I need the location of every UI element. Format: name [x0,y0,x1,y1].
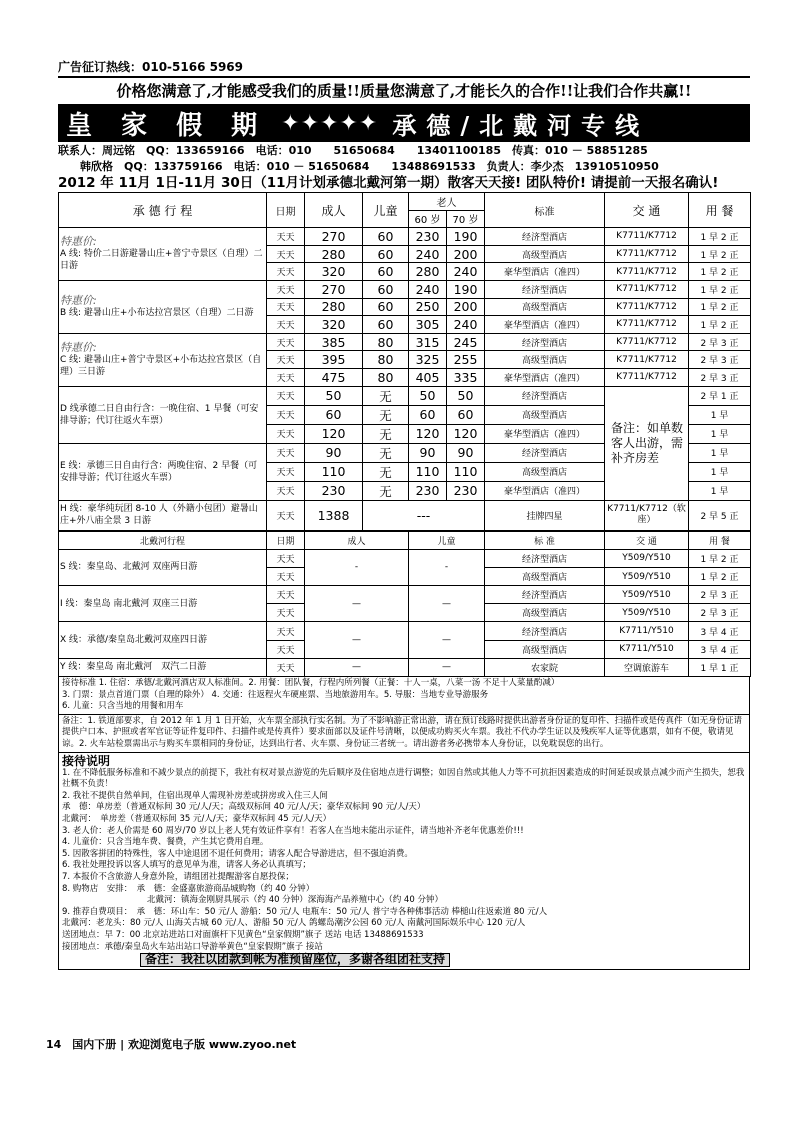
cell-child-price: 无 [363,481,409,500]
cell-hotel: 农家院 [485,658,605,676]
notice-8: 6. 我社处理投诉以客人填写的意见单为准，请客人务必认真填写； [62,860,311,871]
cell-adult-price: 50 [305,386,363,405]
cell-child-price: 无 [363,405,409,424]
bdh-header-child: 儿童 [409,531,485,549]
route-text: B 线: 避暑山庄+小布达拉宫景区（自理）二日游 [60,307,254,318]
table-row [59,658,751,676]
cell-child-price: 无 [363,443,409,462]
cell-adult-price: 320 [305,316,363,334]
cell-senior60-price: 120 [409,424,447,443]
cell-meal: 2 早 3 正 [689,368,751,386]
cell-date: 天天 [267,424,305,443]
bdh-header-traffic: 交 通 [605,531,689,549]
cell-senior70-price: 120 [447,424,485,443]
bdh-header-meal: 用 餐 [689,531,751,549]
cell-child-price: 无 [363,386,409,405]
special-price-stamp: 特惠价: [60,235,97,249]
cell-date: 天天 [267,658,305,676]
cell-traffic: Y509/Y510 [605,567,689,585]
cell-date: 天天 [267,245,305,263]
notice-9: 7. 本报价不含旅游人身意外险，请组团社提醒游客自愿投保； [62,871,294,882]
cell-senior60-price: 60 [409,405,447,424]
route-description [59,386,267,443]
cell-senior60-price: 240 [409,245,447,263]
cell-senior70-price: 110 [447,462,485,481]
route-description: H 线：豪华纯玩团 8-10 人（外籍小包团）避暑山庄+外八庙全景 3 日游 [59,500,267,530]
notice-6: 4. 儿童价：只含当地车费、餐费，产生其它费用自理。 [62,837,269,848]
cell-meal: 1 早 2 正 [689,316,751,334]
cell-child-price: 无 [363,462,409,481]
cell-meal: 3 早 4 正 [689,640,751,658]
cell-meal: 2 早 3 正 [689,333,751,351]
cell-senior70-price: 200 [447,298,485,316]
cell-child-price: — [409,622,485,658]
cell-meal: 1 早 [689,462,751,481]
cell-adult-price: 395 [305,351,363,369]
cell-date: 天天 [267,316,305,334]
route-text: A 线: 特价二日游避暑山庄+普宁寺景区（自理）二日游 [60,249,263,272]
cell-hotel: 经济型酒店 [485,280,605,298]
cell-traffic: K7711/K7712 [605,298,689,316]
cell-adult-price: 60 [305,405,363,424]
cell-senior60-price: 110 [409,462,447,481]
table-row [59,280,751,298]
cell-hotel: 高级型酒店 [485,604,605,622]
cell-adult-price: — [305,658,409,676]
route-text: E 线：承德三日自由行含：两晚住宿、2 早餐（可安排导游；代订往返火车票） [60,460,258,483]
cell-dash: --- [363,500,485,530]
cell-hotel: 高级型酒店 [485,462,605,481]
table-row [59,228,751,246]
final-remark: 备注：我社以团款到帐为准预留座位，多谢各组团社支持 [140,953,450,967]
cell-senior60-price: 405 [409,368,447,386]
cell-traffic: K7711/K7712 [605,263,689,281]
cell-senior70-price: 190 [447,228,485,246]
cell-child-price: — [409,658,485,676]
table-row [59,333,751,351]
cell-senior70-price: 90 [447,443,485,462]
cell-child-price: 60 [363,298,409,316]
cell-meal: 1 早 2 正 [689,567,751,585]
cell-adult-price: 270 [305,228,363,246]
cell-senior60-price: 250 [409,298,447,316]
special-price-stamp: 特惠价: [60,340,97,354]
cell-senior70-price: 255 [447,351,485,369]
table-row [59,622,751,640]
cell-date: 天天 [267,500,305,530]
cell-hotel: 高级型酒店 [485,351,605,369]
cell-date: 天天 [267,386,305,405]
cell-meal: 1 早 2 正 [689,228,751,246]
notice-section [58,753,750,970]
cell-child-price: 60 [363,316,409,334]
cell-date: 天天 [267,368,305,386]
header-senior-70: 70 岁 [447,210,485,228]
date-banner: 2012 年 11月 1日-11月 30日（11月计划承德北戴河第一期）散客天天接! 团队特价! 请提前一天报名确认! [58,175,719,191]
cell-adult-price: — [305,622,409,658]
cell-traffic: 空调旅游车 [605,658,689,676]
page [58,58,750,970]
cell-date: 天天 [267,481,305,500]
header-route: 承 德 行 程 [59,193,267,228]
header-child: 儿童 [363,193,409,228]
cell-traffic: Y509/Y510 [605,586,689,604]
notice-12: 9. 推荐自费项目： 承 德：环山车：50 元/人 游船：50 元/人 电瓶车：50 元/人 普宁寺各种佛事活动 棒槌山往返索道 80 元/人 [62,906,548,917]
cell-meal: 1 早 [689,443,751,462]
cell-hotel: 豪华型酒店（准四） [485,316,605,334]
cell-adult-price: 1388 [305,500,363,530]
cell-adult-price: 120 [305,424,363,443]
cell-adult-price: - [305,549,409,585]
cell-date: 天天 [267,228,305,246]
cell-adult-price: 320 [305,263,363,281]
header-meal: 用 餐 [689,193,751,228]
cell-traffic: K7711/K7712 [605,228,689,246]
standard-line-3: 6. 儿童：只含当地的用餐和用车 [62,701,184,712]
notice-10: 8. 购物店 安排： 承 德：金盛嘉旅游商品城购物（约 40 分钟） [62,883,315,894]
cell-senior60-price: 280 [409,263,447,281]
bdh-header-route: 北戴河行程 [59,531,267,549]
cell-child-price: 60 [363,228,409,246]
contact-line-1: 联系人：周远铭 QQ：133659166 电话：010 51650684 13401100185 传真：010 － 58851285 [58,144,648,157]
route-description [59,443,267,500]
cell-senior70-price: 230 [447,481,485,500]
ad-hotline: 广告征订热线：010-5166 5969 [58,60,244,74]
cell-date: 天天 [267,351,305,369]
cell-senior60-price: 50 [409,386,447,405]
bdh-header-adult: 成人 [305,531,409,549]
special-price-stamp: 特惠价: [60,293,97,307]
cell-date: 天天 [267,604,305,622]
cell-meal: 2 早 3 正 [689,351,751,369]
cell-meal: 1 早 2 正 [689,549,751,567]
chengde-table [58,192,751,531]
cell-senior70-price: 60 [447,405,485,424]
cell-meal: 2 早 5 正 [689,500,751,530]
cell-meal: 1 早 2 正 [689,298,751,316]
cell-adult-price: 230 [305,481,363,500]
cell-senior60-price: 305 [409,316,447,334]
cell-senior70-price: 335 [447,368,485,386]
cell-date: 天天 [267,280,305,298]
bdh-header-date: 日期 [267,531,305,549]
cell-senior60-price: 325 [409,351,447,369]
bdh-header-standard: 标 准 [485,531,605,549]
cell-hotel: 高级型酒店 [485,298,605,316]
cell-date: 天天 [267,263,305,281]
remark-section [58,715,750,753]
notice-5: 3. 老人价：老人价需是 60 周岁/70 岁以上老人凭有效证件享有！若客人在当地未能出示证件，请当地补齐老年优惠差价!!! [62,825,524,836]
cell-hotel: 豪华型酒店（准四） [485,368,605,386]
cell-adult-price: 90 [305,443,363,462]
note-cell: 备注：如单数客人出游，需补齐房差 [605,386,689,500]
header-senior: 老人 [409,193,485,211]
cell-hotel: 豪华型酒店（准四） [485,481,605,500]
cell-hotel: 豪华型酒店（准四） [485,424,605,443]
cell-date: 天天 [267,640,305,658]
table-row [59,500,751,530]
cell-traffic: K7711/Y510 [605,622,689,640]
cell-traffic: Y509/Y510 [605,549,689,567]
brand-name: 皇 家 假 期 [66,110,268,141]
cell-child-price: 60 [363,280,409,298]
cell-hotel: 高级型酒店 [485,245,605,263]
cell-hotel: 经济型酒店 [485,443,605,462]
cell-child-price: — [409,586,485,622]
header-senior-60: 60 岁 [409,210,447,228]
cell-hotel: 经济型酒店 [485,622,605,640]
notice-14: 送团地点：早 7：00 北京站进站口对面旗杆下见黄色“皇家假期”旗子 送站 电话 13488691533 [62,929,424,940]
cell-meal: 1 早 2 正 [689,263,751,281]
cell-senior60-price: 90 [409,443,447,462]
cell-child-price: 80 [363,368,409,386]
header-adult: 成人 [305,193,363,228]
cell-date: 天天 [267,333,305,351]
cell-meal: 2 早 3 正 [689,604,751,622]
cell-adult-price: 385 [305,333,363,351]
cell-hotel: 经济型酒店 [485,586,605,604]
route-description [59,333,267,386]
cell-date: 天天 [267,443,305,462]
route-description: Y 线：秦皇岛 南北戴河 双汽二日游 [59,658,267,676]
cell-meal: 1 早 [689,424,751,443]
header-standard: 标准 [485,193,605,228]
cell-date: 天天 [267,462,305,481]
cell-date: 天天 [267,405,305,424]
notice-title: 接待说明 [62,753,111,768]
info-section [58,677,750,715]
cell-hotel: 经济型酒店 [485,386,605,405]
cell-hotel: 豪华型酒店（准四） [485,263,605,281]
cell-meal: 1 早 1 正 [689,658,751,676]
cell-senior70-price: 50 [447,386,485,405]
cell-senior60-price: 230 [409,481,447,500]
route-text: D 线承德二日自由行含：一晚住宿、1 早餐（可安排导游；代订往返火车票） [60,403,259,426]
cell-child-price: 60 [363,245,409,263]
cell-traffic: K7711/K7712 [605,333,689,351]
cell-child-price: 80 [363,333,409,351]
route-description: X 线：承德/秦皇岛北戴河双座四日游 [59,622,267,658]
route-title: 承德/北戴河专线 [392,110,650,140]
cell-hotel: 高级型酒店 [485,405,605,424]
page-footer: 14 国内下册 | 欢迎浏览电子版 www.zyoo.net [46,1038,297,1051]
table-row [59,386,751,405]
cell-meal: 1 早 2 正 [689,245,751,263]
notice-4: 北戴河： 单房差（普通双标间 35 元/人/天；豪华双标间 45 元/人/天） [62,813,332,824]
cell-hotel: 高级型酒店 [485,640,605,658]
cell-traffic: K7711/K7712 [605,280,689,298]
beidaihe-table [58,531,751,678]
standard-line-2: 3. 门票：景点首道门票（自理的除外） 4. 交通：往返程火车硬座票、当地旅游用车。5. 导服：当地专业导游服务 [62,689,489,700]
cell-hotel: 经济型酒店 [485,333,605,351]
cell-meal: 1 早 2 正 [689,280,751,298]
cell-child-price: - [409,549,485,585]
cell-senior70-price: 240 [447,263,485,281]
cell-traffic: K7711/K7712（软座） [605,500,689,530]
cell-hotel: 经济型酒店 [485,549,605,567]
cell-adult-price: 270 [305,280,363,298]
star-icon: ✦✦✦✦✦ [281,110,379,136]
notice-11: 北戴河：镇海金刚厨具展示（约 40 分钟）深海海产品养殖中心（约 40 分钟） [62,895,443,906]
cell-child-price: 无 [363,424,409,443]
cell-date: 天天 [267,549,305,567]
cell-senior70-price: 200 [447,245,485,263]
contact-line-2: 韩欣格 QQ：133759166 电话：010 － 51650684 13488691533 负责人：李少杰 13910510950 [58,160,659,173]
cell-meal: 1 早 [689,481,751,500]
cell-child-price: 80 [363,351,409,369]
cell-senior70-price: 245 [447,333,485,351]
notice-15: 接团地点：承德/秦皇岛火车站出站口导游举黄色“皇家假期”旗子 接站 [62,941,323,952]
cell-meal: 2 早 1 正 [689,386,751,405]
cell-traffic: K7711/K7712 [605,245,689,263]
cell-date: 天天 [267,586,305,604]
cell-adult-price: 280 [305,298,363,316]
notice-3: 承 德：单房差（普通双标间 30 元/人/天；高级双标间 40 元/人/天；豪华双标间 90 元/人/天） [62,802,426,813]
cell-traffic: Y509/Y510 [605,604,689,622]
cell-date: 天天 [267,567,305,585]
cell-traffic: K7711/K7712 [605,368,689,386]
cell-meal: 2 早 3 正 [689,586,751,604]
notice-1: 1. 在不降低服务标准和不减少景点的前提下，我社有权对景点游览的先后顺序及住宿地点进行调整；如因自然或其他人力等不可抗拒因素造成的时间延误或景点减少而产生损失，恕我社概不负责！ [62,767,745,790]
cell-hotel: 挂牌四星 [485,500,605,530]
cell-adult-price: 110 [305,462,363,481]
cell-senior60-price: 240 [409,280,447,298]
header-date: 日期 [267,193,305,228]
header-traffic: 交 通 [605,193,689,228]
cell-traffic: K7711/Y510 [605,640,689,658]
cell-hotel: 高级型酒店 [485,567,605,585]
cell-date: 天天 [267,622,305,640]
slogan: 价格您满意了,才能感受我们的质量!!质量您满意了,才能长久的合作!!让我们合作共赢!! [116,82,692,100]
cell-senior70-price: 240 [447,316,485,334]
route-text: C 线: 避暑山庄+普宁寺景区+小布达拉宫景区（自理）三日游 [60,354,262,377]
notice-2: 2. 我社不提供自然单间，住宿出现单人需现补房差或拼房或入住三人间 [62,790,328,801]
cell-meal: 1 早 [689,405,751,424]
cell-adult-price: 475 [305,368,363,386]
cell-child-price: 60 [363,263,409,281]
cell-meal: 3 早 4 正 [689,622,751,640]
route-description [59,228,267,281]
cell-traffic: K7711/K7712 [605,316,689,334]
table-row [59,549,751,567]
brand-banner [58,104,750,142]
cell-hotel: 经济型酒店 [485,228,605,246]
route-description: I 线：秦皇岛 南北戴河 双座三日游 [59,586,267,622]
table-row [59,586,751,604]
cell-date: 天天 [267,298,305,316]
cell-adult-price: 280 [305,245,363,263]
notice-13: 北戴河：老龙头：80 元/人 山海关古城 60 元/人、游船 50 元/人 鸽螺岛潮汐公园 60 元/人 南戴河国际娱乐中心 120 元/人 [62,918,526,929]
remark-text: 备注：1. 铁道部要求，自 2012 年 1 月 1 日开始，火车票全部执行实名制。为了不影响游正常出游，请在预订线路时提供出游者身份证的复印件、扫描件或是传真件（如无身份证请提供户口本、护照或者军官证等证件复印件、扫描件或是传真件）要求面部以及证件号清晰，以便成功购买火车票。我社不代办学生证以及残疾军人证等优惠票，如有不便，敬请见谅。2. 火车站检票需出示与购买车票相同的身份证，达到出行者、火车票、身份证三者统一。请出游者务必携带本人身份证，以免耽误您的出行。 [62,715,742,749]
standard-line-1: 接待标准 1. 住宿：承德/北戴河酒店双人标准间。2. 用餐：团队餐，行程内所列餐（正餐：十人一桌，八菜一汤 不足十人菜量酌减） [62,678,560,689]
route-description: S 线：秦皇岛、北戴河 双座两日游 [59,549,267,585]
route-description [59,280,267,333]
cell-senior60-price: 230 [409,228,447,246]
cell-senior60-price: 315 [409,333,447,351]
cell-senior70-price: 190 [447,280,485,298]
notice-7: 5. 因散客拼团的特殊性，客人中途退团不退任何费用；请客人配合导游进店，但不强迫消费。 [62,848,413,859]
cell-traffic: K7711/K7712 [605,351,689,369]
cell-adult-price: — [305,586,409,622]
